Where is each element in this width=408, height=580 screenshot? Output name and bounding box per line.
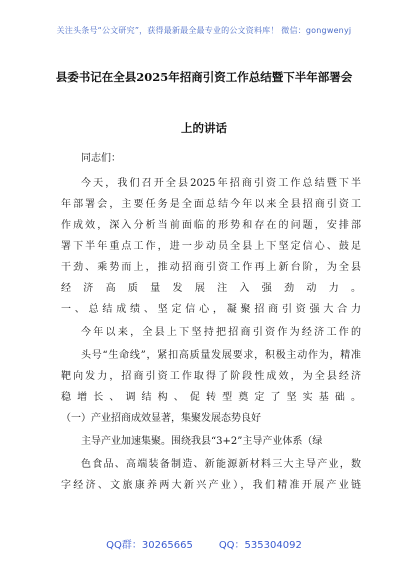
body-line: 头号“生命线”，紧扣高质量发展要求，积极主动作为，精准 [81,350,361,361]
body-line: 一、总结成绩、坚定信心，凝聚招商引资强大合力 [61,304,361,315]
body-line: 色食品、高端装备制造、新能源新材料三大主导产业，数 [81,459,361,470]
subsection-heading: 主导产业加速集聚。围绕我县“3+2”主导产业体系（绿 [81,436,323,447]
body-line: （一）产业招商成效显著，集聚发展态势良好 [61,413,261,424]
body-line: 经济高质量发展注入强劲动力。 [61,283,361,294]
body-line: 稳增长、调结构、促转型奠定了坚实基础。 [61,392,361,403]
header-note: 关注头条号“公文研究”，获得最新最全最专业的公文资料库！ 微信：gongwenyj [56,26,352,35]
document-title-line-1: 县委书记在全县2025年招商引资工作总结暨下半年部署会 [55,70,353,84]
body-line: 今天，我们召开全县2025年招商引资工作总结暨下半 [81,178,361,189]
body-line: 靶向发力，招商引资工作取得了阶段性成效，为全县经济 [61,371,361,382]
body-line: 作成效，深入分析当前面临的形势和存在的问题，安排部 [61,220,361,231]
footer-contact [0,536,408,551]
body-line: 署下半年重点工作，进一步动员全县上下坚定信心、鼓足 [61,241,361,252]
footer-qq-group: QQ群：30265665 [106,540,193,551]
salutation: 同志们： [81,153,121,164]
body-line: 字经济、文旅康养两大新兴产业），我们精准开展产业链 [61,480,361,491]
footer-qq-number: QQ：535304092 [218,540,302,551]
body-line: 干劲、乘势而上，推动招商引资工作再上新台阶，为全县 [61,262,361,273]
section-heading: 今年以来，全县上下坚持把招商引资作为经济工作的 [81,327,361,338]
document-title-line-2: 上的讲话 [181,121,227,135]
body-line: 年部署会，主要任务是全面总结今年以来全县招商引资工 [61,199,361,210]
